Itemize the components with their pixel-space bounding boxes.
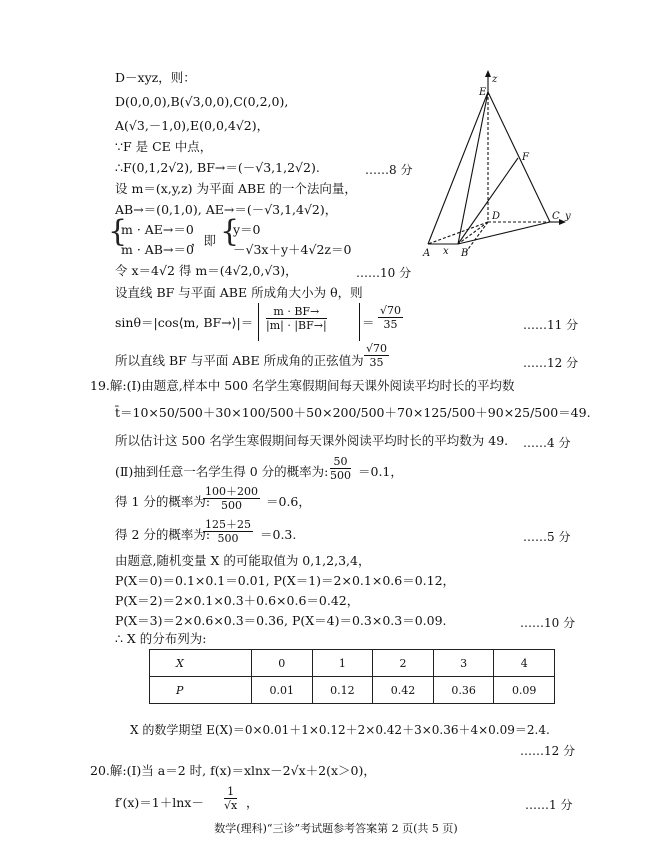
table-header-cell: P [150,677,252,704]
fraction-denominator: |m| · |BF→| [266,319,327,332]
score-mark: ……11 分 [523,318,579,332]
z-arrow-icon [485,70,491,77]
label-x: x [443,246,449,257]
fraction-numerator: 1 [224,785,237,799]
fraction [203,518,253,545]
text-line: 令 x＝4√2 得 m＝(4√2,0,√3)， [115,263,298,278]
label-D: D [492,211,501,222]
text-line: ∵F 是 CE 中点， [115,139,213,154]
table-cell: 2 [373,650,434,677]
brace-left: { [220,214,240,249]
table-cell: 0.36 [433,677,494,704]
text-line: A(√3,－1,0),E(0,0,4√2)， [115,118,270,133]
score-mark: ……1 分 [525,798,573,812]
text-line: ＝0.1， [358,464,403,479]
text-line: D－xyz，则： [115,70,196,85]
text-line: y＝0 [233,222,261,237]
edge-DA [428,222,488,244]
fraction-numerator: m · BF→ [266,305,327,319]
label-A: A [423,248,431,259]
text-line: ， [246,795,259,810]
fraction [266,305,327,332]
label-y: y [565,211,571,222]
fraction-denominator: 500 [330,469,351,482]
score-mark: ……10 分 [356,266,412,280]
text-line: 所以直线 BF 与平面 ABE 所成角的正弦值为 [115,353,364,368]
text-line: ＝0.6， [266,494,311,509]
label-F: F [522,152,529,163]
table-row [150,677,555,704]
fraction-denominator: 500 [221,499,242,512]
text-line: ∴ X 的分布列为: [115,631,207,646]
fraction-denominator: 35 [383,318,398,331]
label-E: E [479,87,487,98]
table-cell: 0.01 [252,677,313,704]
score-mark: ……8 分 [365,163,413,177]
brace-left: { [108,214,128,249]
text-line: －√3x＋y＋4√2z＝0 [233,242,352,257]
math-line: X 的数学期望 E(X)＝0×0.01＋1×0.12＋2×0.42＋3×0.36＋4×0.09＝2.4. [130,723,550,737]
table-cell: 0.12 [312,677,373,704]
distribution-table [149,649,555,704]
fraction-numerator: √70 [366,342,388,355]
math-line: P(X＝3)＝2×0.6×0.3＝0.36, P(X＝4)＝0.3×0.3＝0.09. [115,613,447,628]
text-line: AB→＝(0,1,0), AE→＝(－√3,1,4√2)， [115,202,338,217]
score-mark: ……4 分 [523,436,571,450]
text-line: ，即 [191,233,217,248]
score-mark: ……5 分 [523,530,571,544]
table-row [150,650,555,677]
fraction-denominator: √x [224,799,238,812]
text-line: (Ⅱ)抽到任意一名学生得 0 分的概率为: [115,464,329,479]
table-cell: 0.42 [373,677,434,704]
table-cell: 0.09 [494,677,555,704]
fraction [203,485,260,512]
edge-EA [428,92,488,244]
edge-EC [488,92,550,222]
edge-BC [458,222,550,244]
text-line: 得 2 分的概率为: [115,527,211,542]
fraction-denominator: 35 [369,356,384,369]
text-line: 所以估计这 500 名学生寒假期间每天课外阅读平均时长的平均数为 49. [115,433,509,448]
label-B: B [461,248,469,259]
fraction-numerator: √70 [380,304,402,317]
text-line: ＝ [362,315,375,330]
fraction-numerator: 50 [330,455,351,469]
fraction [364,342,389,369]
text-line: sinθ＝|cos⟨m, BF→⟩|＝ [115,315,254,330]
text-line: ＝0.3. [260,527,297,542]
math-line: t̄＝10×50/500＋30×100/500＋50×200/500＋70×125/500＋90×25/500＝49. [115,405,591,420]
label-C: C [552,211,560,222]
table-cell: 1 [312,650,373,677]
math-line: f′(x)＝1＋lnx－ [115,795,204,810]
page-footer: 数学(理科)“三诊”考试题参考答案第 2 页(共 5 页) [214,822,458,835]
text-line: 由题意,随机变量 X 的可能取值为 0,1,2,3,4， [115,553,371,568]
fraction-numerator: 100＋200 [205,485,258,498]
table-cell: 0 [252,650,313,677]
text-line: m · AE→＝0 [121,222,194,237]
fraction-denominator: 500 [217,532,239,545]
text-line: 设直线 BF 与平面 ABE 所成角大小为 θ，则 [115,285,363,300]
score-mark: ……12 分 [520,744,576,758]
table-cell: 4 [494,650,555,677]
table-cell: 3 [433,650,494,677]
text-line: D(0,0,0),B(√3,0,0),C(0,2,0), [115,94,289,109]
score-mark: ……10 分 [520,616,576,630]
fraction-numerator: 125＋25 [205,518,251,531]
table-header-cell: X [150,650,252,677]
fraction [224,785,237,812]
text-line: 得 1 分的概率为: [115,494,211,509]
text-line: 设 m＝(x,y,z) 为平面 ABE 的一个法向量， [115,181,357,196]
math-line: P(X＝0)＝0.1×0.1＝0.01, P(X＝1)＝2×0.1×0.6＝0.12， [115,573,456,588]
text-line: ∴F(0,1,2√2), BF→＝(－√3,1,2√2). [115,160,320,175]
text-line: m · AB→＝0 [121,242,194,257]
question-heading: 20.解:(Ⅰ)当 a＝2 时, f(x)＝xlnx－2√x＋2(x＞0)， [90,763,376,778]
question-heading: 19.解:(Ⅰ)由题意,样本中 500 名学生寒假期间每天课外阅读平均时长的平均数 [90,378,515,393]
edge-EB [458,92,488,244]
label-z: z [492,74,498,85]
score-mark: ……12 分 [523,356,579,370]
fraction [330,455,351,482]
math-line: P(X＝2)＝2×0.1×0.3＋0.6×0.6＝0.42， [115,593,360,608]
pyramid-figure [420,64,580,264]
fraction [378,304,403,331]
